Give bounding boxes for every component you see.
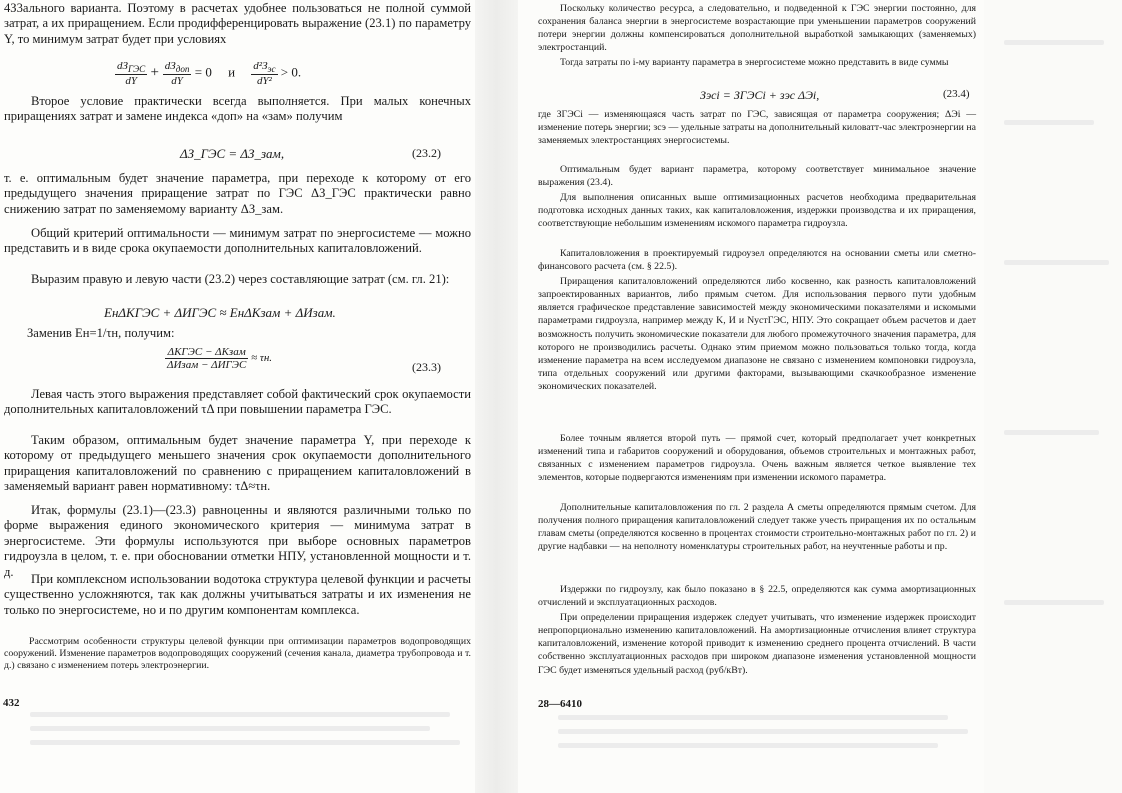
paragraph-optimal: т. е. оптимальным будет значение параметра, при переходе к которому от его предыдущего значения приращение затрат по ГЭС ΔЗ_ГЭС практически равно снижению затрат по заменяемому варианту ΔЗ_зам. bbox=[4, 171, 471, 216]
paragraph-sum: Тогда затраты по i-му варианту параметра в энергосистеме можно представить в виде суммы bbox=[560, 57, 949, 68]
paragraph-complex: При комплексном использовании водотока структура целевой функции и расчеты существенно усложняются, так как должны учитываться затраты и их изменения не только по энергосистеме, но и по другим компонентам комплекса. bbox=[4, 572, 471, 617]
paragraph-resource: Поскольку количество ресурса, а следовательно, и подведенной к ГЭС энергии постоянно, для сохранения баланса энергии в энергосистеме возрастающие при уменьшении параметров сооружений потери энергии должны компенсироваться дополнительной выработкой замыкающих (заменяемых) электростанций. bbox=[538, 3, 976, 54]
equation-number-23-3: (23.3) bbox=[412, 360, 441, 374]
bleed-through-line bbox=[30, 726, 430, 731]
paragraph-replace: Заменив Eн=1/τн, получим: bbox=[27, 326, 175, 340]
paragraph-capital-investment: Капиталовложения в проектируемый гидроузел определяются на основании сметы или сметно-финансового расчета (см. § 22.5). bbox=[538, 248, 976, 273]
paragraph-left-part: Левая часть этого выражения представляет собой фактический срок окупаемости дополнительных капиталовложений τΔ при повышении параметра ГЭС. bbox=[4, 387, 471, 417]
bleed-through-line bbox=[1004, 260, 1109, 265]
equation-23-3 bbox=[165, 346, 272, 371]
paragraph-second-condition: Второе условие практически всегда выполняется. При малых конечных приращениях затрат и замене индекса «доп» на «зам» получим bbox=[4, 94, 471, 124]
bleed-through-line bbox=[558, 743, 938, 748]
equation-number-23-2: (23.2) bbox=[412, 146, 441, 160]
bleed-through-line bbox=[558, 729, 968, 734]
bleed-through-line bbox=[1004, 600, 1104, 605]
equation-23-2: ΔЗ_ГЭС = ΔЗ_зам, bbox=[180, 146, 285, 161]
paragraph-preparation: Для выполнения описанных выше оптимизационных расчетов необходима предварительная подготовка исходных данных таких, как капиталовложения, издержки производства и их приращения, соответствующие небольшим изменениям искомого параметра гидроузла. bbox=[538, 192, 976, 230]
book-gutter bbox=[475, 0, 518, 793]
equation-k-expansion: EнΔKГЭС + ΔИГЭС ≈ EнΔKзам + ΔИзам. bbox=[104, 305, 336, 320]
paragraph-thus: Таким образом, оптимальным будет значение параметра Y, при переходе к которому от предыдущего меньшего значения срок окупаемости дополнительного приращения капиталовложений по сравнению с приращением капиталовложений в заменяемый вариант равен нормативному: τΔ≈τн. bbox=[4, 433, 471, 494]
bleed-through-line bbox=[1004, 430, 1099, 435]
bleed-through-line bbox=[558, 715, 948, 720]
equation-number-23-4: (23.4) bbox=[943, 88, 970, 100]
paragraph-top: 4З3ального варианта. Поэтому в расчетах удобнее пользоваться не полной суммой затрат, а их приращением. Если продифференцировать выражение (23.1) по параметру Y, то минимум затрат будет при условиях bbox=[4, 1, 471, 46]
paragraph-formulas: Итак, формулы (23.1)—(23.3) равноценны и являются различными только по форме выражения единого экономического критерия — минимума затрат в энергосистеме. Эти формулы используются при выборе основных параметров гидроузла в целом, т. е. при обосновании отметки НПУ, установленной мощности и т. д. bbox=[4, 503, 471, 579]
bleed-through-line bbox=[1004, 120, 1094, 125]
page-margin bbox=[984, 0, 1122, 793]
eq-23-3-rhs: ≈ τн. bbox=[251, 352, 273, 365]
paragraph-small-print: Рассмотрим особенности структуры целевой функции при оптимизации параметров водопроводящих сооружений. Изменение параметров водопроводящих сооружений (сечения канала, диаметра трубопровода и т. д.) связано с изменением потерь электроэнергии. bbox=[4, 636, 471, 672]
bleed-through-line bbox=[1004, 40, 1104, 45]
right-page bbox=[518, 0, 984, 793]
paragraph-express: Выразим правую и левую части (23.2) через составляющие затрат (см. гл. 21): bbox=[31, 272, 450, 286]
paragraph-cost-increments: При определении приращения издержек следует учитывать, что изменение издержек происходит непропорционально изменению капиталовложений. На амортизационные отчисления влияет структура капиталовложений, изменение которой приводит к изменению среднего процента отчислений. В части собственно эксплуатационных расходов при широком диапазоне изменения установленной мощности ГЭС будет изменяться удельный расход (руб/кВт). bbox=[538, 612, 976, 676]
paragraph-additional-investment: Дополнительные капиталовложения по гл. 2 раздела А сметы определяются прямым счетом. Для получения полного приращения капиталовложений следует также учесть приращения их по остальным главам сметы (определяются косвенно в процентах стоимости строительно-монтажных работ по гл. 2) и другие надбавки — на неполноту номенклатуры строительных работ, на неучтенные работы и пр. bbox=[538, 502, 976, 553]
eq-23-3-numerator: ΔKГЭС − ΔKзам bbox=[165, 346, 248, 359]
bleed-through-line bbox=[30, 712, 450, 717]
paragraph-criterion: Общий критерий оптимальности — минимум затрат по энергосистеме — можно представить и в виде срока окупаемости дополнительных капиталовложений. bbox=[4, 226, 471, 256]
equation-23-1-conditions: $\frac{dЗ_{ГЭС}}{dY}$ + $\frac{dЗ_{доп}}{dY}$ = 0 и $\frac{d^2З_{эс}}{\text{dY²}}$ > 0. bbox=[117, 60, 302, 88]
paragraph-where: где ЗГЭСi — изменяющаяся часть затрат по ГЭС, зависящая от параметра сооружения; ΔЭi — изменение потерь энергии; зсэ — удельные затраты на дополнительный киловатт-час электроэнергии на заменяемых электростанциях энергосистемы. bbox=[538, 109, 976, 147]
bleed-through-line bbox=[30, 740, 460, 745]
paragraph-optimal-variant: Оптимальным будет вариант параметра, которому соответствует минимальное значение выражения (23.4). bbox=[538, 164, 976, 189]
paragraph-direct-count: Более точным является второй путь — прямой счет, который предполагает учет конкретных изменений типа и габаритов сооружений и оборудования, объемов строительных и монтажных работ, связанных с изменением параметров гидроузла. Очень важным является четкое выявление тех элементов, которые подвергаются изменениям при изменении искомого параметра. bbox=[538, 433, 976, 484]
paragraph-costs: Издержки по гидроузлу, как было показано в § 22.5, определяются как сумма амортизационных отчислений и эксплуатационных расходов. bbox=[538, 584, 976, 609]
paragraph-increments: Приращения капиталовложений определяются либо косвенно, как разность капиталовложений запроектированных вариантов, либо прямым счетом. Для использования первого пути удобным является графическое представление зависимостей между экономическими показателями и искомыми параметрами гидроузла, например между K, И и NустГЭС, НПУ. Это сокращает объем расчетов и дает возможность получить экономические показатели для любого промежуточного значения параметра, для которого не производились расчеты. Однако этим приемом можно пользоваться только тогда, когда изменение параметра на всем исследуемом диапазоне не связано с изменением компоновки гидроузла, типа отдельных сооружений или другими факторами, вызывающими скачкообразное изменение экономических показателей. bbox=[538, 276, 976, 393]
eq-23-3-denominator: ΔИзам − ΔИГЭС bbox=[167, 359, 247, 371]
left-page bbox=[0, 0, 475, 793]
page-signature: 28—6410 bbox=[538, 698, 582, 710]
page-number-left: 432 bbox=[3, 697, 20, 709]
equation-23-4: Зэсi = ЗГЭСi + зэс ΔЭi, bbox=[700, 88, 820, 102]
